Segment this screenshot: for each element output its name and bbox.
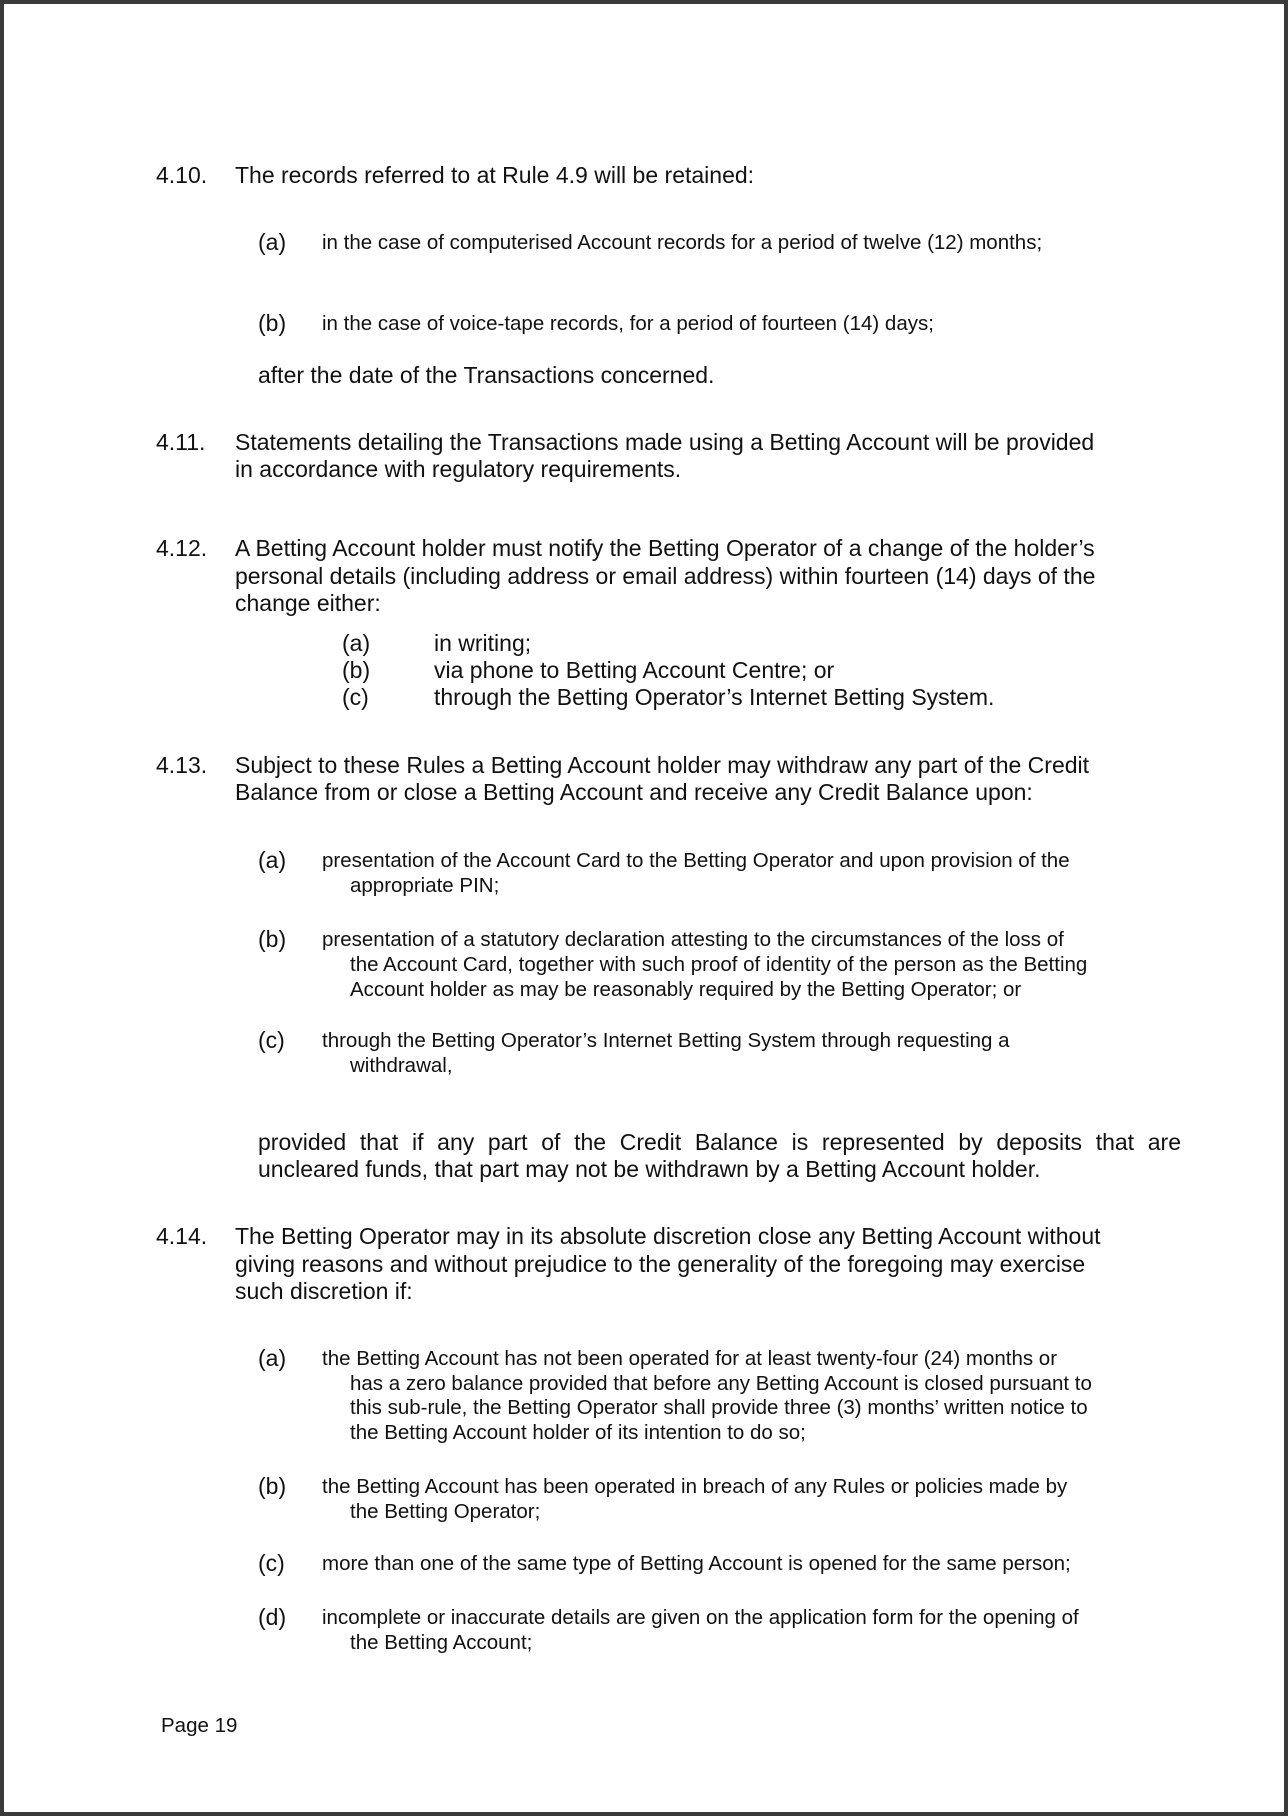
item-text: the Betting Account holder of its intention to do so; (350, 1421, 806, 1444)
item-text: this sub-rule, the Betting Operator shall provide three (3) months’ written notice to (350, 1396, 1088, 1419)
item-text: Account holder as may be reasonably required by the Betting Operator; or (350, 978, 1022, 1001)
item-label: (c) (258, 1027, 285, 1053)
item-text: the Betting Account has not been operated for at least twenty-four (24) months or (322, 1347, 1058, 1370)
item-label: (b) (258, 310, 287, 336)
item-label: (c) (258, 1550, 285, 1576)
item-label: (b) (258, 926, 287, 952)
item-text: in writing; (434, 630, 532, 656)
item-text: in the case of voice-tape records, for a period of fourteen (14) days; (322, 312, 934, 335)
item-text: more than one of the same type of Betting Account is opened for the same person; (322, 1552, 1071, 1575)
rule-number: 4.11. (156, 429, 206, 455)
rule-text: A Betting Account holder must notify the Betting Operator of a change of the holder’s (235, 535, 1095, 561)
item-text: presentation of a statutory declaration attesting to the circumstances of the loss of (322, 928, 1064, 951)
item-text: through the Betting Operator’s Internet Betting System through requesting a (322, 1029, 1010, 1052)
item-text: the Account Card, together with such proof of identity of the person as the Betting (350, 953, 1088, 976)
rule-text: change either: (235, 590, 381, 616)
item-text: the Betting Account has been operated in breach of any Rules or policies made by (322, 1475, 1068, 1498)
item-text: in the case of computerised Account records for a period of twelve (12) months; (322, 231, 1043, 254)
item-text: withdrawal, (350, 1054, 453, 1077)
rule-number: 4.10. (156, 162, 208, 188)
item-label: (b) (342, 657, 371, 683)
item-text: presentation of the Account Card to the Betting Operator and upon provision of the (322, 849, 1070, 872)
item-label: (a) (258, 1345, 287, 1371)
item-label: (b) (258, 1473, 287, 1499)
rule-text: such discretion if: (235, 1278, 413, 1304)
rule-closing-text: provided that if any part of the Credit Balance is represented by deposits that are (258, 1129, 1181, 1155)
item-text: the Betting Operator; (350, 1500, 541, 1523)
rule-text: Statements detailing the Transactions made using a Betting Account will be provided (235, 429, 1095, 455)
rule-text: giving reasons and without prejudice to the generality of the foregoing may exercise (235, 1251, 1086, 1277)
item-label: (c) (342, 684, 369, 710)
rule-number: 4.13. (156, 752, 208, 778)
item-text: via phone to Betting Account Centre; or (434, 657, 835, 683)
item-label: (a) (258, 847, 287, 873)
item-text: appropriate PIN; (350, 874, 500, 897)
rule-number: 4.12. (156, 535, 208, 561)
rule-text: personal details (including address or email address) within fourteen (14) days of the (235, 563, 1096, 589)
rule-closing-text: uncleared funds, that part may not be withdrawn by a Betting Account holder. (258, 1156, 1041, 1182)
rule-closing-text: after the date of the Transactions concerned. (258, 362, 715, 388)
item-text: the Betting Account; (350, 1631, 533, 1654)
item-label: (a) (258, 229, 287, 255)
item-text: through the Betting Operator’s Internet Betting System. (434, 684, 995, 710)
rule-text: in accordance with regulatory requirements. (235, 456, 682, 482)
item-label: (a) (342, 630, 371, 656)
item-text: has a zero balance provided that before any Betting Account is closed pursuant to (350, 1372, 1092, 1395)
page-number: Page 19 (161, 1714, 238, 1737)
rule-text: The records referred to at Rule 4.9 will be retained: (235, 162, 755, 188)
item-text: incomplete or inaccurate details are given on the application form for the opening of (322, 1606, 1079, 1629)
rule-text: Subject to these Rules a Betting Account holder may withdraw any part of the Credit (235, 752, 1090, 778)
rule-number: 4.14. (156, 1223, 208, 1249)
item-label: (d) (258, 1604, 287, 1630)
rule-text: The Betting Operator may in its absolute discretion close any Betting Account without (235, 1223, 1101, 1249)
rule-text: Balance from or close a Betting Account and receive any Credit Balance upon: (235, 779, 1033, 805)
